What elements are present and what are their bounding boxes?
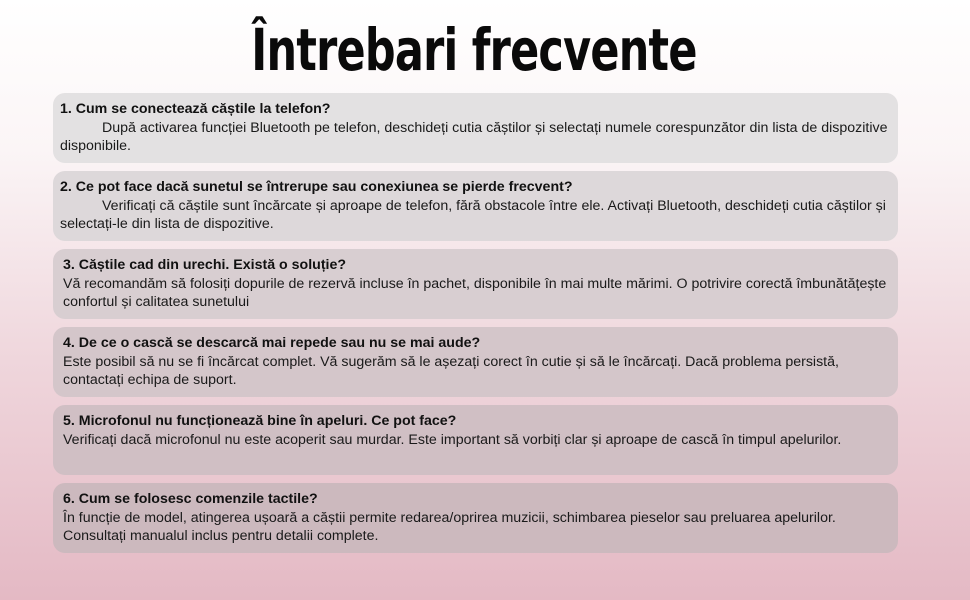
- faq-item: [53, 93, 898, 163]
- faq-question: 3. Căștile cad din urechi. Există o soluție?: [63, 257, 347, 273]
- faq-answer: După activarea funcției Bluetooth pe telefon, deschideți cutia căștilor și selectați numele corespunzător din lista de dispozitive disponibile.: [60, 119, 888, 154]
- faq-question: 1. Cum se conectează căștile la telefon?: [60, 101, 331, 117]
- faq-answer: În funcție de model, atingerea ușoară a căștii permite redarea/oprirea muzicii, schimbarea pieselor sau preluarea apelurilor. Consultați manualul inclus pentru detalii complete.: [63, 509, 836, 544]
- faq-answer: Vă recomandăm să folosiți dopurile de rezervă incluse în pachet, disponibile în mai multe mărimi. O potrivire corectă îmbunătățește confortul și calitatea sunetului: [63, 275, 887, 310]
- faq-question: 6. Cum se folosesc comenzile tactile?: [63, 491, 318, 507]
- faq-item: [53, 171, 898, 241]
- faq-item: [53, 405, 898, 475]
- faq-answer: Verificați că căștile sunt încărcate și aproape de telefon, fără obstacole între ele. Activați Bluetooth, deschideți cutia căștilor și selectați-le din lista de dispozitive.: [60, 197, 886, 232]
- faq-answer: Este posibil să nu se fi încărcat complet. Vă sugerăm să le așezați corect în cutie și să le încărcați. Dacă problema persistă, contactați echipa de suport.: [63, 353, 839, 388]
- faq-item: [53, 249, 898, 319]
- faq-question: 2. Ce pot face dacă sunetul se întrerupe sau conexiunea se pierde frecvent?: [60, 179, 573, 195]
- faq-question: 4. De ce o cască se descarcă mai repede sau nu se mai aude?: [63, 335, 481, 351]
- faq-item: [53, 327, 898, 397]
- faq-item: [53, 483, 898, 553]
- faq-question: 5. Microfonul nu funcționează bine în apeluri. Ce pot face?: [63, 413, 457, 429]
- page-title: Întrebari frecvente: [251, 16, 697, 84]
- faq-answer: Verificați dacă microfonul nu este acoperit sau murdar. Este important să vorbiți clar și aproape de cască în timpul apelurilor.: [63, 431, 842, 448]
- faq-list: [53, 93, 898, 561]
